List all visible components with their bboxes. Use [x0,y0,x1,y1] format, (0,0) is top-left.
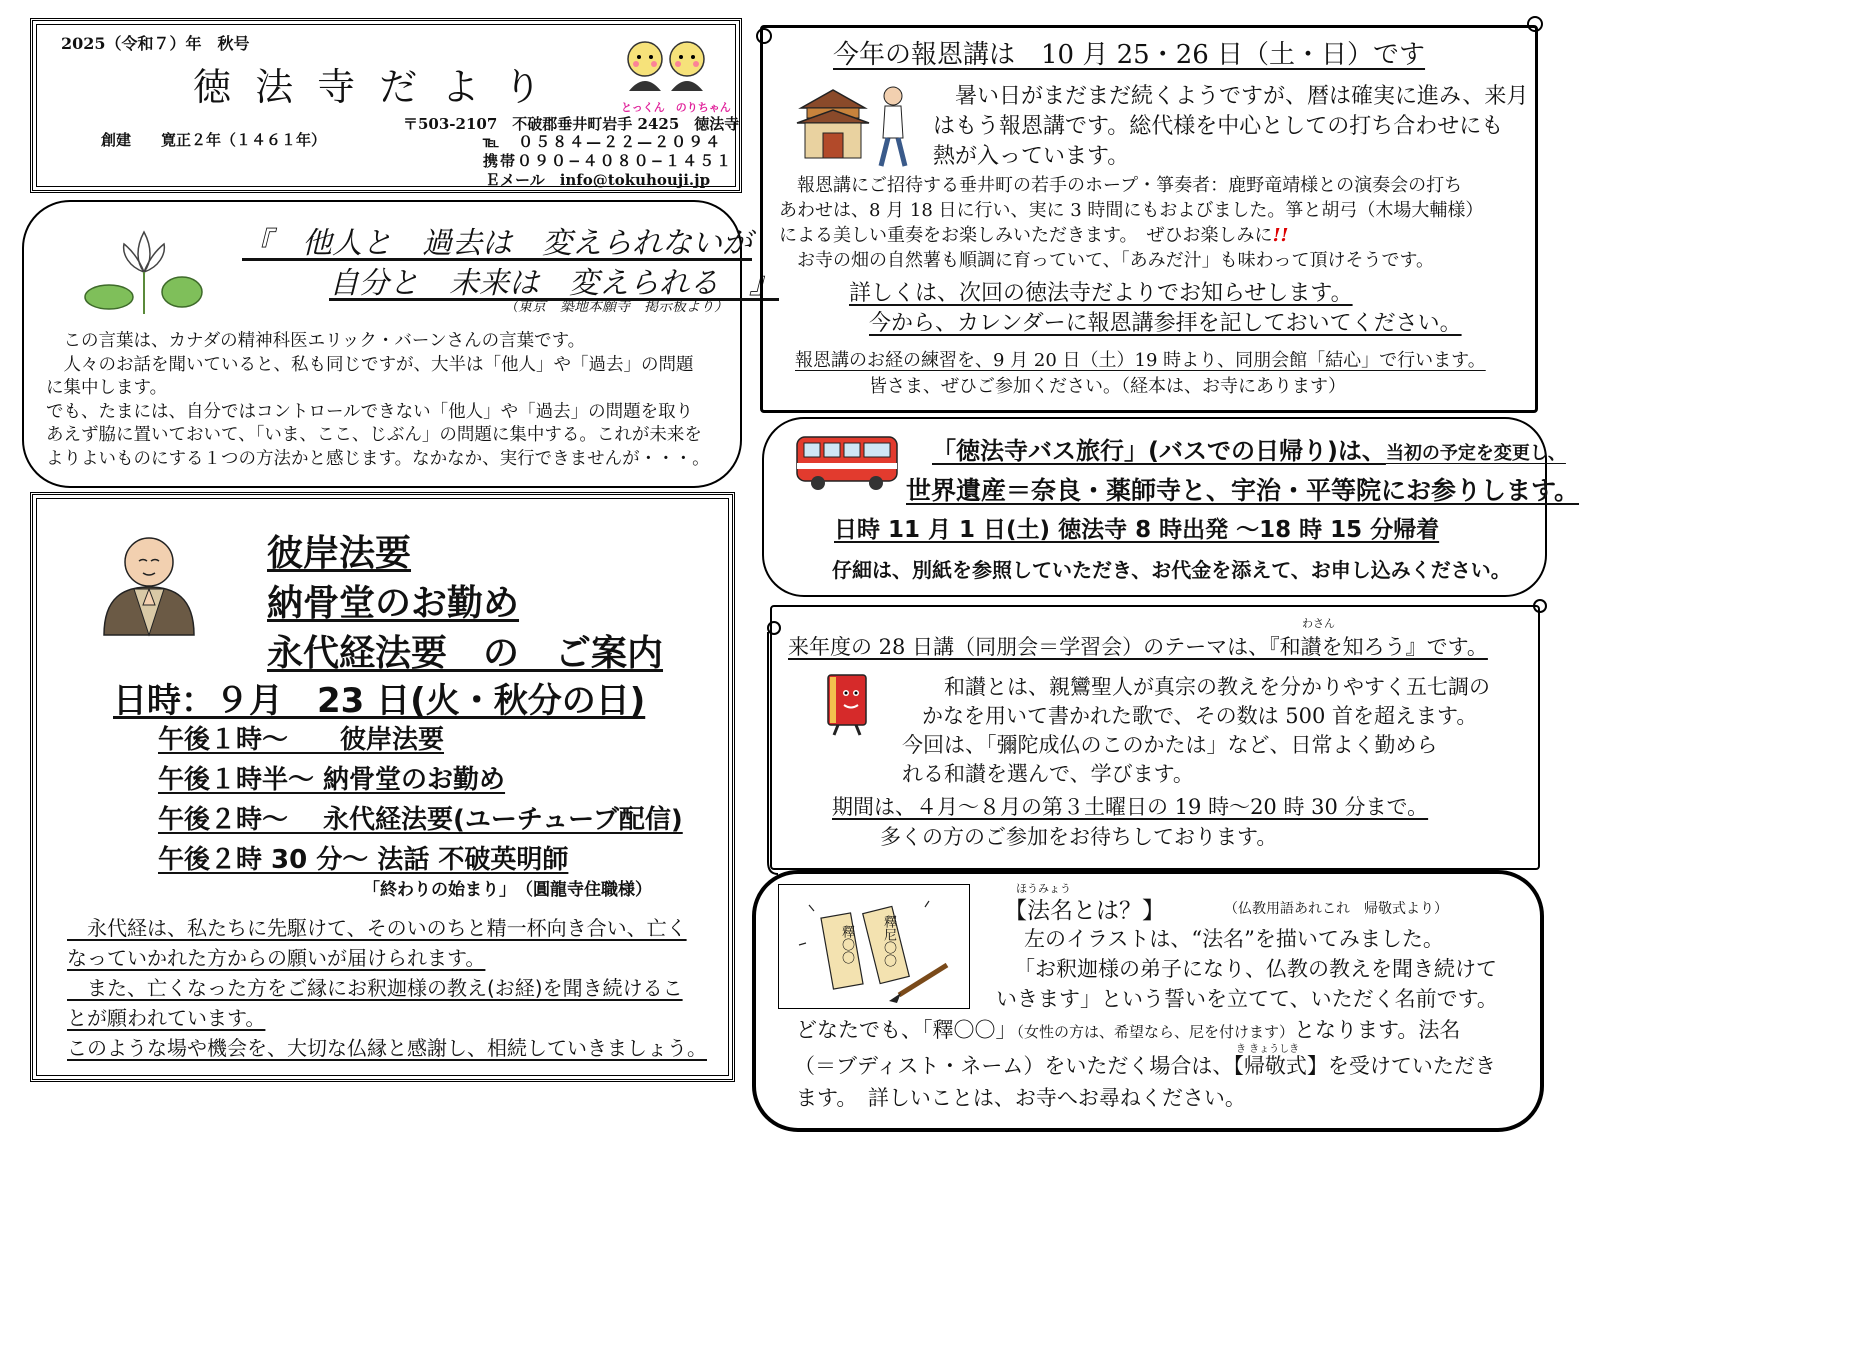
houmyou-line4-a: どなたでも、「釋〇〇」 [796,1018,1017,1042]
houmyou-line4-c: となります。法名 [1294,1018,1461,1042]
houonko-notice2: 今から、カレンダーに報恩講参拝を記しておいてください。 [869,311,1462,336]
houonko-body-line: 報恩講にご招待する垂井町の若手のホープ・箏奏者：鹿野竜靖様との演奏会の打ち [779,175,1463,196]
higan-body-line: 永代経は、私たちに先駆けて、そのいのちと精一杯向き合い、亡く [67,916,687,940]
houmyou-body-line: いきます」という誓いを立てて、いただく名前です。 [996,987,1498,1011]
bus-box [762,417,1580,597]
wasan-body-line: 今回は、「彌陀成仏のこのかたは」など、日常よく勤めら [902,733,1438,757]
wasan-body-line: かなを用いて書かれた歌で、その数は 500 首を超えます。 [922,704,1478,728]
header-box [30,18,742,193]
bus-line1 [932,431,1566,466]
quote-line2: 自分と 未来は 変えられる 』 [329,266,779,301]
houonko-lead-line: はもう報恩講です。総代様を中心としての打ち合わせにも [933,114,1504,139]
houmyou-box [752,870,1544,1132]
higan-title1: 彼岸法要 [267,533,412,574]
email-label: Ｅメール info@tokuhouji.jp [485,171,711,189]
higan-box [30,492,735,1082]
quote-body-line: この言葉は、カナダの精神科医エリック・バーンさんの言葉です。 [46,331,586,351]
higan-schedule [158,720,683,880]
founded-label: 創建 寛正２年（１４６１年） [101,131,327,149]
wasan-title: 来年度の 28 日講（同朋会＝学習会）のテーマは、『和讃を知ろう』です。 [788,635,1488,659]
quote-body-line: よりよいものにする１つの方法かと感じます。なかなか、実行できませんが・・・。 [46,448,710,469]
houmyou-card2: 釋尼〇〇 [881,915,896,967]
wasan-period: 期間は、４月～８月の第３土曜日の 19 時～20 時 30 分まで。 [832,795,1429,819]
bus-line1-b: 当初の予定を変更し、 [1385,443,1566,464]
monk-illustration [99,527,199,637]
houmyou-source: （仏教用語あれこれ 帰敬式より） [1224,901,1448,917]
higan-body-line: また、亡くなった方をご縁にお釈迦様の教え(お経)を聞き続けるこ [67,976,683,1000]
wasan-body-line: 和讃とは、親鸞聖人が真宗の教えを分かりやすく五七調の [944,675,1490,699]
higan-body [67,913,717,1063]
houmyou-line4-b: （女性の方は、希望なら、尼を付けます） [1016,1023,1295,1041]
houmyou-line4 [796,1014,1460,1044]
address-label: 〒503-2107 不破郡垂井町岩手 2425 徳法寺 [403,115,740,133]
quote-body-line: に集中します。 [46,378,168,398]
higan-body-line: このような場や機会を、大切な仏縁と感謝し、相続していきましょう。 [67,1036,707,1060]
houmyou-illustration [779,885,969,1008]
higan-talk: 「終わりの始まり」 （圓龍寺住職様） [363,880,652,900]
houmyou-line6: ます。 詳しいことは、お寺へお尋ねください。 [796,1086,1246,1110]
houonko-body-line: お寺の畑の自然薯も順調に育っていて、「あみだ汁」も味わって頂けそうです。 [779,250,1435,271]
scroll-curl-decoration [760,592,1555,882]
houmyou-card1: 釋〇〇 [839,925,854,964]
houonko-practice2: 皆さま、ぜひご参加ください。（経本は、お寺にあります） [869,376,1346,397]
temple-illustration [793,78,923,173]
houmyou-body-line: 左のイラストは、“法名”を描いてみました。 [1024,927,1444,951]
wasan-closing: 多くの方のご参加をお待ちしております。 [880,825,1278,849]
houmyou-title: 【法名とは？】 [1004,898,1165,924]
houonko-body-line [779,223,1529,248]
higan-body-line: なっていかれた方からの願いが届けられます。 [67,946,486,970]
quote-body-line: あえず脇に置いておいて、「いま、ここ、じぶん」の問題に集中する。これが未来を [46,425,702,445]
exclaim-mark: !! [1272,225,1289,246]
houmyou-ruby2: き きょうしき [1236,1044,1300,1055]
houmyou-line5: （＝ブディスト・ネーム）をいただく場合は、【帰敬式】を受けていただき [794,1054,1496,1078]
houonko-notice1: 詳しくは、次回の徳法寺だよりでお知らせします。 [849,281,1353,306]
houonko-title: 今年の報恩講は 10 月 25・26 日（土・日）です [833,40,1426,70]
houonko-box [760,25,1538,413]
quote-box [22,200,779,488]
higan-title3: 永代経法要 の ご案内 [267,633,664,674]
mascot-caption: とっくん のりちゃん [621,101,731,114]
houonko-lead [933,82,1533,172]
schedule-item: 午後２時 30 分～ 法話 不破英明師 [158,845,569,875]
bus-line3: 日時 11 月 1 日(土) 徳法寺 8 時出発 ～18 時 15 分帰着 [834,517,1440,543]
wasan-body-line: れる和讃を選んで、学びます。 [902,762,1194,786]
schedule-item: 午後１時～ 彼岸法要 [158,725,445,755]
higan-date: 日時：９月 23 日(火・秋分の日) [113,681,646,721]
wasan-ruby: わさん [1302,617,1335,630]
houmyou-body-line: 「お釈迦様の弟子になり、仏教の教えを聞き続けて [1014,957,1497,981]
scroll-curl-decoration [752,14,1552,44]
quote-line1: 『 他人と 過去は 変えられないが [242,226,752,261]
schedule-item: 午後１時半～ 納骨堂のお勤め [158,765,506,795]
houonko-lead-line: 暑い日がまだまだ続くようですが、暦は確実に進み、来月 [955,84,1529,109]
quote-body-line: でも、たまには、自分ではコントロールできない「他人」や「過去」の問題を取り [46,401,694,422]
houonko-body-text: による美しい重奏をお楽しみいただきます。 ぜひお楽しみに [779,225,1273,246]
quote-body-line: 人々のお話を聞いていると、私も同じですが、大半は「他人」や「過去」の問題 [46,354,694,375]
lotus-icon [84,222,204,317]
houmyou-ruby: ほうみょう [1016,882,1071,895]
houonko-body [779,173,1529,273]
houonko-body-line: あわせは、8 月 18 日に行い、実に 3 時間にもおよびました。箏と胡弓（木場大輔様） [779,200,1484,221]
higan-title2: 納骨堂のお勤め [267,583,520,624]
issue-label: 2025（令和７）年 秋号 [61,34,250,53]
quote-source: （東京 築地本願寺 掲示板より） [504,299,728,315]
mobile-label: 携帯０９０−４０８０−１４５１ [483,152,734,170]
page-title: 徳 法 寺 だ よ り [193,65,548,109]
houonko-practice: 報恩講のお経の練習を、9 月 20 日（土）19 時より、同朋会館「結心」で行います。 [795,350,1486,371]
quote-body [46,330,736,471]
tel-label: ℡ ０５８４—２２—２０９４ [483,133,723,151]
houmyou-body [996,924,1536,1014]
houonko-lead-line: 熱が入っています。 [933,144,1130,169]
bus-icon [794,431,902,493]
bus-line1-a: 「徳法寺バス旅行」(バスでの日帰り)は、 [932,437,1386,465]
bus-line2: 世界遺産＝奈良・薬師寺と、宇治・平等院にお参りします。 [906,476,1580,505]
bus-line4: 仔細は、別紙を参照していただき、お代金を添えて、お申し込みください。 [832,558,1511,582]
houmyou-illustration-frame [778,884,970,1009]
higan-body-line: とが願われています。 [67,1006,266,1030]
schedule-item: 午後２時～ 永代経法要(ユーチューブ配信) [158,805,683,835]
